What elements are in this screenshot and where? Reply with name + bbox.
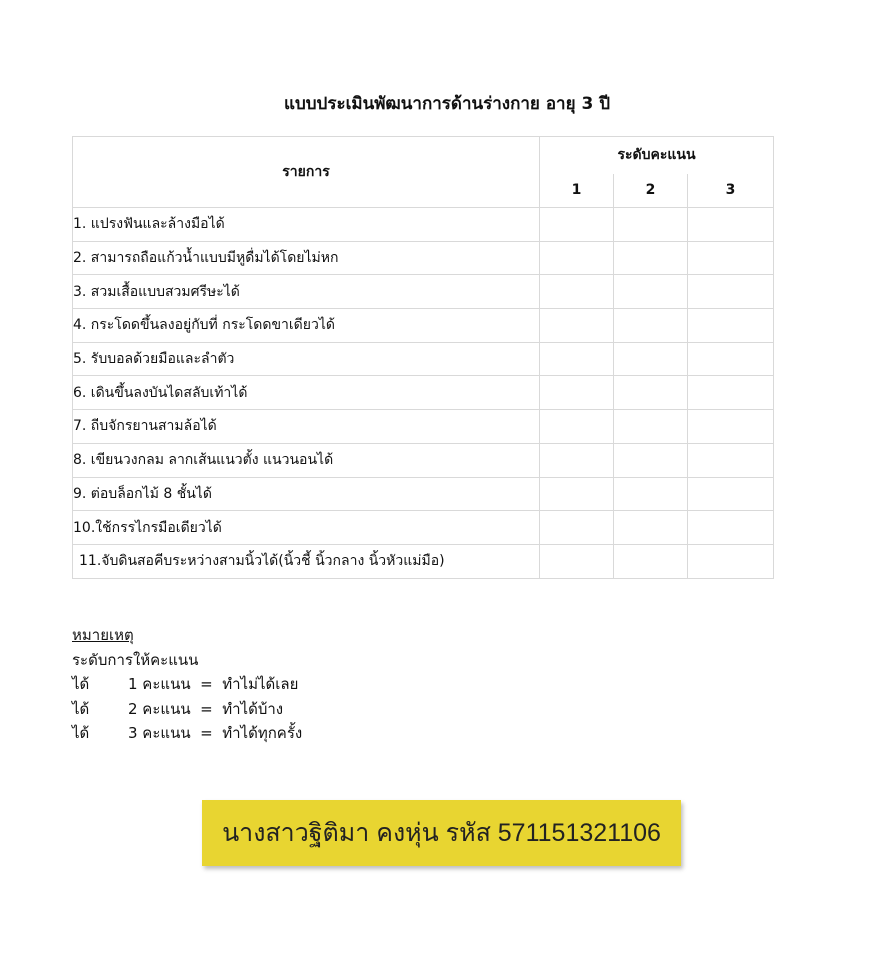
table-row bbox=[73, 544, 774, 578]
score-cell[interactable] bbox=[688, 208, 774, 242]
table-row bbox=[73, 241, 774, 275]
header-level: ระดับคะแนน bbox=[540, 137, 774, 174]
score-cell[interactable] bbox=[614, 342, 688, 376]
author-label bbox=[202, 800, 681, 866]
score-cell[interactable] bbox=[540, 544, 614, 578]
score-cell[interactable] bbox=[688, 410, 774, 444]
note-heading: หมายเหตุ bbox=[72, 626, 134, 644]
score-cell[interactable] bbox=[688, 275, 774, 309]
note-line-text: 3 คะแนน = ทำได้ทุกครั้ง bbox=[128, 724, 303, 742]
table-row bbox=[73, 275, 774, 309]
score-cell[interactable] bbox=[688, 309, 774, 343]
score-cell[interactable] bbox=[614, 443, 688, 477]
score-cell[interactable] bbox=[614, 275, 688, 309]
score-cell[interactable] bbox=[614, 309, 688, 343]
score-cell[interactable] bbox=[614, 410, 688, 444]
header-level-1: 1 bbox=[540, 174, 614, 208]
table-row bbox=[73, 511, 774, 545]
row-item-2: 2. สามารถถือแก้วน้ำแบบมีหูดื่มได้โดยไม่หก bbox=[73, 241, 540, 275]
score-cell[interactable] bbox=[540, 275, 614, 309]
score-cell[interactable] bbox=[540, 511, 614, 545]
score-cell[interactable] bbox=[688, 544, 774, 578]
score-cell[interactable] bbox=[540, 376, 614, 410]
header-level-3: 3 bbox=[688, 174, 774, 208]
score-cell[interactable] bbox=[540, 477, 614, 511]
row-item-5: 5. รับบอลด้วยมือและลำตัว bbox=[73, 342, 540, 376]
score-cell[interactable] bbox=[540, 342, 614, 376]
score-cell[interactable] bbox=[688, 511, 774, 545]
score-cell[interactable] bbox=[688, 342, 774, 376]
note-subheading: ระดับการให้คะแนน bbox=[72, 650, 199, 669]
assessment-table bbox=[72, 136, 774, 579]
note-line-3 bbox=[72, 721, 302, 746]
note-line-prefix: ได้ bbox=[72, 675, 90, 693]
note-line-text: 2 คะแนน = ทำได้บ้าง bbox=[128, 699, 284, 718]
header-item: รายการ bbox=[73, 137, 540, 208]
row-item-9: 9. ต่อบล็อกไม้ 8 ชั้นได้ bbox=[73, 477, 540, 511]
row-item-4: 4. กระโดดขึ้นลงอยู่กับที่ กระโดดขาเดียวได้ bbox=[73, 309, 540, 343]
score-cell[interactable] bbox=[614, 208, 688, 242]
score-cell[interactable] bbox=[688, 241, 774, 275]
score-cell[interactable] bbox=[540, 241, 614, 275]
row-item-10: 10.ใช้กรรไกรมือเดียวได้ bbox=[73, 511, 540, 545]
page-title: แบบประเมินพัฒนาการด้านร่างกาย อายุ 3 ปี bbox=[283, 94, 610, 114]
score-cell[interactable] bbox=[614, 477, 688, 511]
row-item-11: 11.จับดินสอคีบระหว่างสามนิ้วได้(นิ้วชี้ นิ้วกลาง นิ้วหัวแม่มือ) bbox=[73, 544, 540, 578]
note-line-prefix: ได้ bbox=[72, 724, 90, 742]
row-item-6: 6. เดินขึ้นลงบันไดสลับเท้าได้ bbox=[73, 376, 540, 410]
score-cell[interactable] bbox=[614, 544, 688, 578]
score-cell[interactable] bbox=[614, 376, 688, 410]
note-line-text: 1 คะแนน = ทำไม่ได้เลย bbox=[128, 675, 299, 693]
author-label-text: นางสาวฐิติมา คงหุ่น รหัส 571151321106 bbox=[222, 819, 661, 847]
score-cell[interactable] bbox=[614, 241, 688, 275]
score-cell[interactable] bbox=[688, 477, 774, 511]
scoring-note bbox=[72, 623, 302, 746]
table-row bbox=[73, 410, 774, 444]
score-cell[interactable] bbox=[540, 410, 614, 444]
table-row bbox=[73, 477, 774, 511]
table-row bbox=[73, 208, 774, 242]
table-row bbox=[73, 309, 774, 343]
score-cell[interactable] bbox=[688, 376, 774, 410]
table-row bbox=[73, 443, 774, 477]
score-cell[interactable] bbox=[540, 208, 614, 242]
note-line-1 bbox=[72, 672, 302, 697]
score-cell[interactable] bbox=[540, 443, 614, 477]
score-cell[interactable] bbox=[540, 309, 614, 343]
score-cell[interactable] bbox=[688, 443, 774, 477]
score-cell[interactable] bbox=[614, 511, 688, 545]
table-row bbox=[73, 376, 774, 410]
note-line-prefix: ได้ bbox=[72, 699, 90, 718]
note-line-2 bbox=[72, 697, 302, 722]
header-level-2: 2 bbox=[614, 174, 688, 208]
row-item-3: 3. สวมเสื้อแบบสวมศรีษะได้ bbox=[73, 275, 540, 309]
row-item-8: 8. เขียนวงกลม ลากเส้นแนวตั้ง แนวนอนได้ bbox=[73, 443, 540, 477]
table-row bbox=[73, 342, 774, 376]
row-item-7: 7. ถีบจักรยานสามล้อได้ bbox=[73, 410, 540, 444]
row-item-1: 1. แปรงฟันและล้างมือได้ bbox=[73, 208, 540, 242]
